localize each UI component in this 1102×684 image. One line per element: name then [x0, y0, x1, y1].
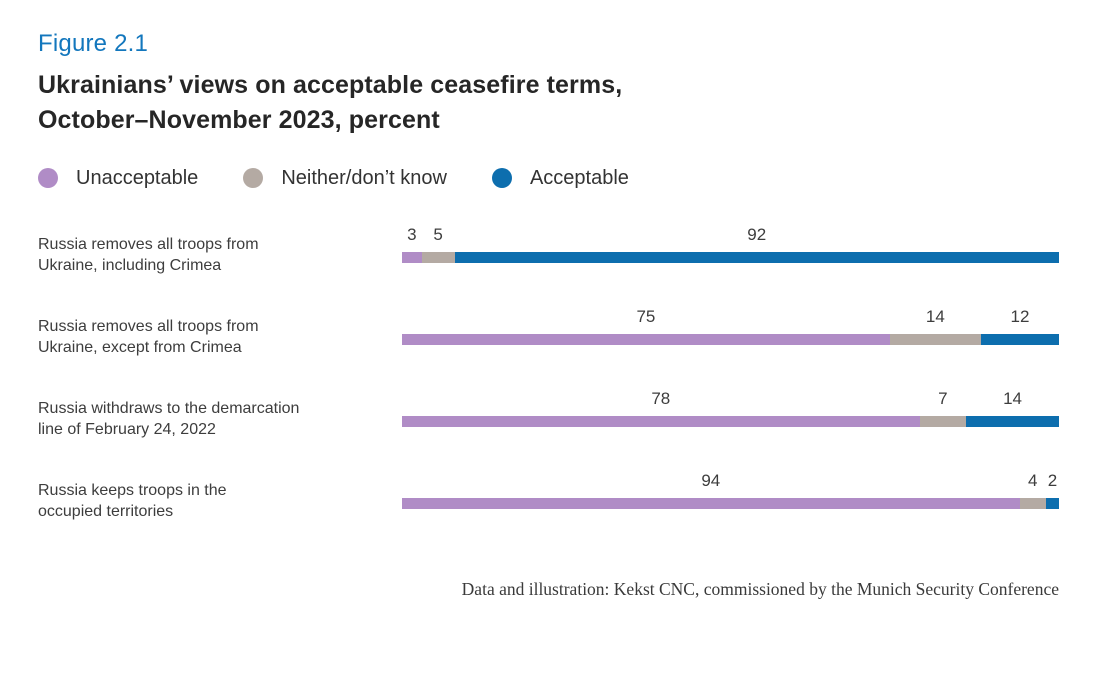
value-label-neither-dont-know: 5 [433, 225, 443, 244]
value-label-neither-dont-know: 7 [938, 389, 948, 408]
neither-dont-know-dot-icon [243, 168, 263, 188]
row-label-line-1: Russia withdraws to the demarcation [38, 400, 300, 417]
chart-title-line-1: Ukrainians’ views on acceptable ceasefire terms, [38, 71, 623, 99]
value-label-acceptable: 14 [1003, 389, 1022, 408]
bar-chart [38, 214, 1059, 542]
row-label-line-2: line of February 24, 2022 [38, 421, 216, 438]
chart-row-troops-removed-including-crimea [38, 214, 1059, 296]
bar-segment-neither-dont-know [1020, 498, 1046, 509]
bar-area [402, 221, 1059, 263]
row-label [38, 234, 402, 276]
bar-segment-unacceptable [402, 252, 422, 263]
bar-segment-unacceptable [402, 334, 890, 345]
value-label-neither-dont-know: 4 [1027, 471, 1038, 490]
row-label-line-2: Ukraine, including Crimea [38, 257, 222, 274]
source-credit: Data and illustration: Kekst CNC, commissioned by the Munich Security Conference [461, 579, 1059, 599]
value-label-unacceptable: 3 [407, 225, 417, 244]
value-label-unacceptable: 94 [701, 471, 721, 490]
bar-area [402, 385, 1059, 427]
value-label-acceptable: 92 [747, 225, 767, 244]
stacked-bar [402, 334, 1059, 345]
bar-segment-acceptable [1046, 498, 1059, 509]
row-label [38, 398, 402, 440]
row-label-line-1: Russia removes all troops from [38, 236, 259, 253]
acceptable-dot-icon [492, 168, 512, 188]
bar-segment-neither-dont-know [422, 252, 455, 263]
value-labels [402, 467, 1059, 491]
legend-item-acceptable [492, 167, 629, 190]
row-label [38, 480, 402, 522]
legend [38, 164, 1059, 192]
bar-segment-unacceptable [402, 498, 1020, 509]
legend-label: Acceptable [529, 166, 629, 189]
row-label-line-1: Russia keeps troops in the [38, 482, 227, 499]
row-label-line-2: occupied territories [38, 503, 174, 520]
row-label [38, 316, 402, 358]
value-label-neither-dont-know: 14 [925, 307, 945, 326]
value-label-unacceptable: 75 [636, 307, 656, 326]
chart-title-line-2: October–November 2023, percent [38, 106, 440, 134]
value-labels [402, 385, 1059, 409]
chart-row-troops-removed-except-crimea [38, 296, 1059, 378]
legend-label: Neither/don’t know [281, 166, 447, 189]
value-label-acceptable: 2 [1047, 471, 1058, 490]
value-labels [402, 303, 1059, 327]
chart-row-withdraw-demarcation-line [38, 378, 1059, 460]
bar-area [402, 467, 1059, 509]
legend-item-neither-dont-know [243, 167, 447, 190]
bar-segment-neither-dont-know [890, 334, 981, 345]
value-label-acceptable: 12 [1010, 307, 1030, 326]
stacked-bar [402, 498, 1059, 509]
bar-segment-neither-dont-know [920, 416, 966, 427]
bar-segment-acceptable [966, 416, 1059, 427]
legend-item-unacceptable [38, 167, 198, 190]
bar-segment-acceptable [455, 252, 1059, 263]
figure-number: Figure 2.1 [38, 30, 149, 57]
row-label-line-2: Ukraine, except from Crimea [38, 339, 242, 356]
bar-segment-acceptable [981, 334, 1059, 345]
bar-area [402, 303, 1059, 345]
value-label-unacceptable: 78 [651, 389, 671, 408]
legend-label: Unacceptable [76, 166, 199, 189]
value-labels [402, 221, 1059, 245]
row-label-line-1: Russia removes all troops from [38, 318, 259, 335]
unacceptable-dot-icon [38, 168, 58, 188]
stacked-bar [402, 416, 1059, 427]
bar-segment-unacceptable [402, 416, 920, 427]
chart-title [38, 68, 1059, 138]
chart-row-keeps-troops-occupied-territories [38, 460, 1059, 542]
stacked-bar [402, 252, 1059, 263]
